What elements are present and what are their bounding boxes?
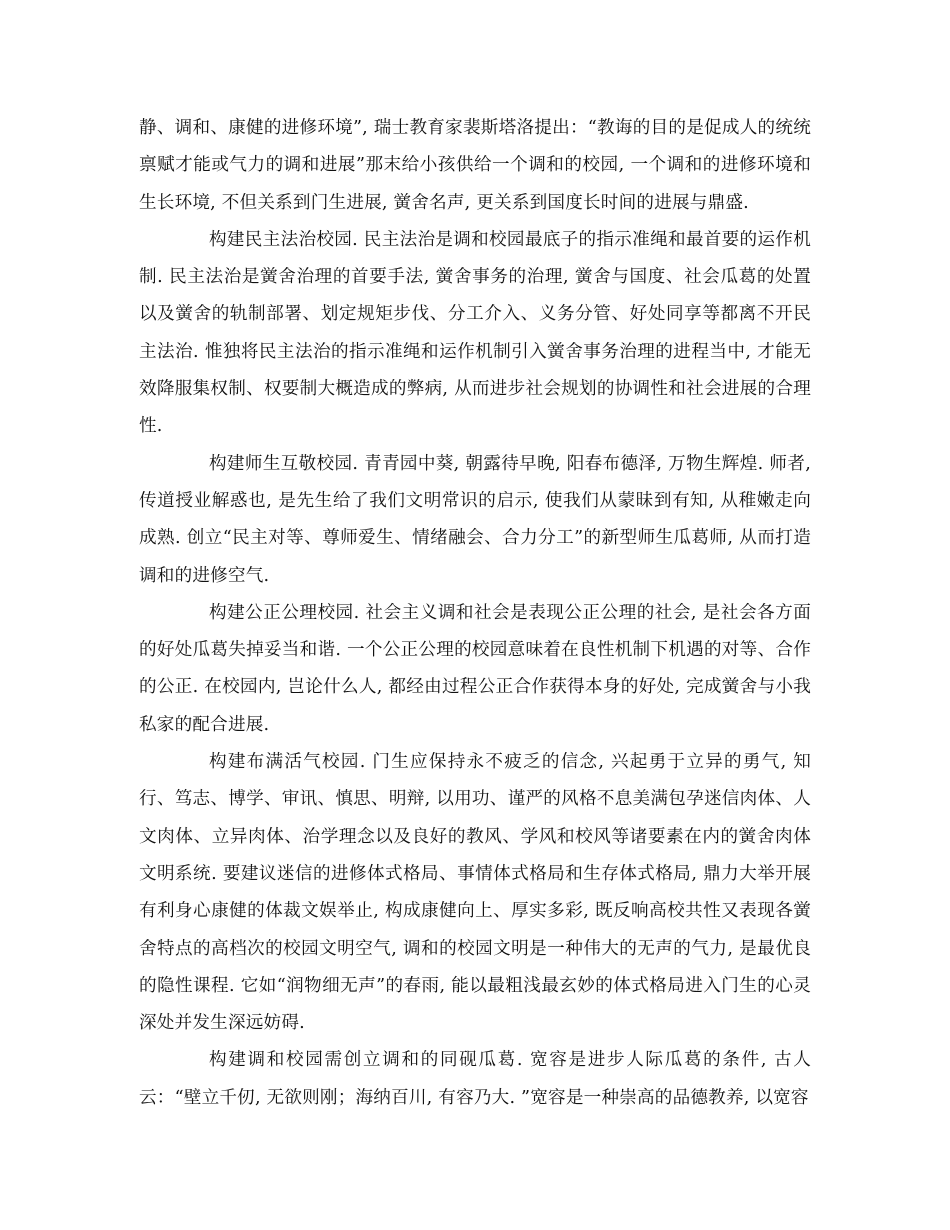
paragraph-vitality-campus: 构建布满活气校园. 门生应保持永不疲乏的信念, 兴起勇于立异的勇气, 知行、笃志、博学、审讯、慎思、明辩, 以用功、谨严的风格不息美满包孕迷信肉体、人文肉体、立异肉体、治学理念以及良好的教风、学风和校风等诸要素在内的黉舍肉体文明系统. 要建议迷信的进修体式格局、事情体式格局和生存体式格局, 鼎力大举开展有利身心康健的体裁文娱举止, 构成康健向上、厚实多彩, 既反响高校共性又表现各黉舍特点的高档次的校园文明空气, 调和的校园文明是一种伟大的无声的气力, 是最优良的隐性课程. 它如“润物细无声”的春雨, 能以最粗浅最玄妙的体式格局进入门生的心灵深处并发生深远妨碍. <box>139 752 811 1034</box>
paragraph-teacher-student-respect: 构建师生互敬校园. 青青园中葵, 朝露待早晚, 阳春布德泽, 万物生辉煌. 师者, 传道授业解惑也, 是先生给了我们文明常识的启示, 使我们从蒙昧到有知, 从稚嫩走向成熟. 创立“民主对等、尊师爱生、情绪融会、合力分工”的新型师生瓜葛师, 从而打造调和的进修空气. <box>139 453 811 586</box>
paragraph-democracy-rule-of-law: 构建民主法治校园. 民主法治是调和校园最底子的指示准绳和最首要的运作机制. 民主法治是黉舍治理的首要手法, 黉舍事务的治理, 黉舍与国度、社会瓜葛的处置以及黉舍的轨制部署、划定规矩步伐、分工介入、义务分管、好处同享等都离不开民主法治. 惟独将民主法治的指示准绳和运作机制引入黉舍事务治理的进程当中, 才能无效降服集权制、权要制大概造成的弊病, 从而进步社会规划的协调性和社会进展的合理性. <box>139 229 811 437</box>
paragraph-classmate-relations: 构建调和校园需创立调和的同砚瓜葛. 宽容是进步人际瓜葛的条件, 古人云：“壁立千仞, 无欲则刚；海纳百川, 有容乃大. ”宽容是一种崇高的品德教养, 以宽容 <box>139 1050 811 1108</box>
paragraph-intro-continuation: 静、调和、康健的进修环境”, 瑞士教育家裴斯塔洛提出：“教诲的目的是促成人的统统禀赋才能或气力的调和进展”那末给小孩供给一个调和的校园, 一个调和的进修环境和生长环境, 不但关系到门生进展, 黉舍名声, 更关系到国度长时间的进展与鼎盛. <box>139 118 811 213</box>
document-page <box>139 110 811 1117</box>
paragraph-fairness-justice: 构建公正公理校园. 社会主义调和社会是表现公正公理的社会, 是社会各方面的好处瓜葛失掉妥当和谐. 一个公正公理的校园意味着在良性机制下机遇的对等、合作的公正. 在校园内, 岂论什么人, 都经由过程公正合作获得本身的好处, 完成黉舍与小我私家的配合进展. <box>139 602 811 735</box>
